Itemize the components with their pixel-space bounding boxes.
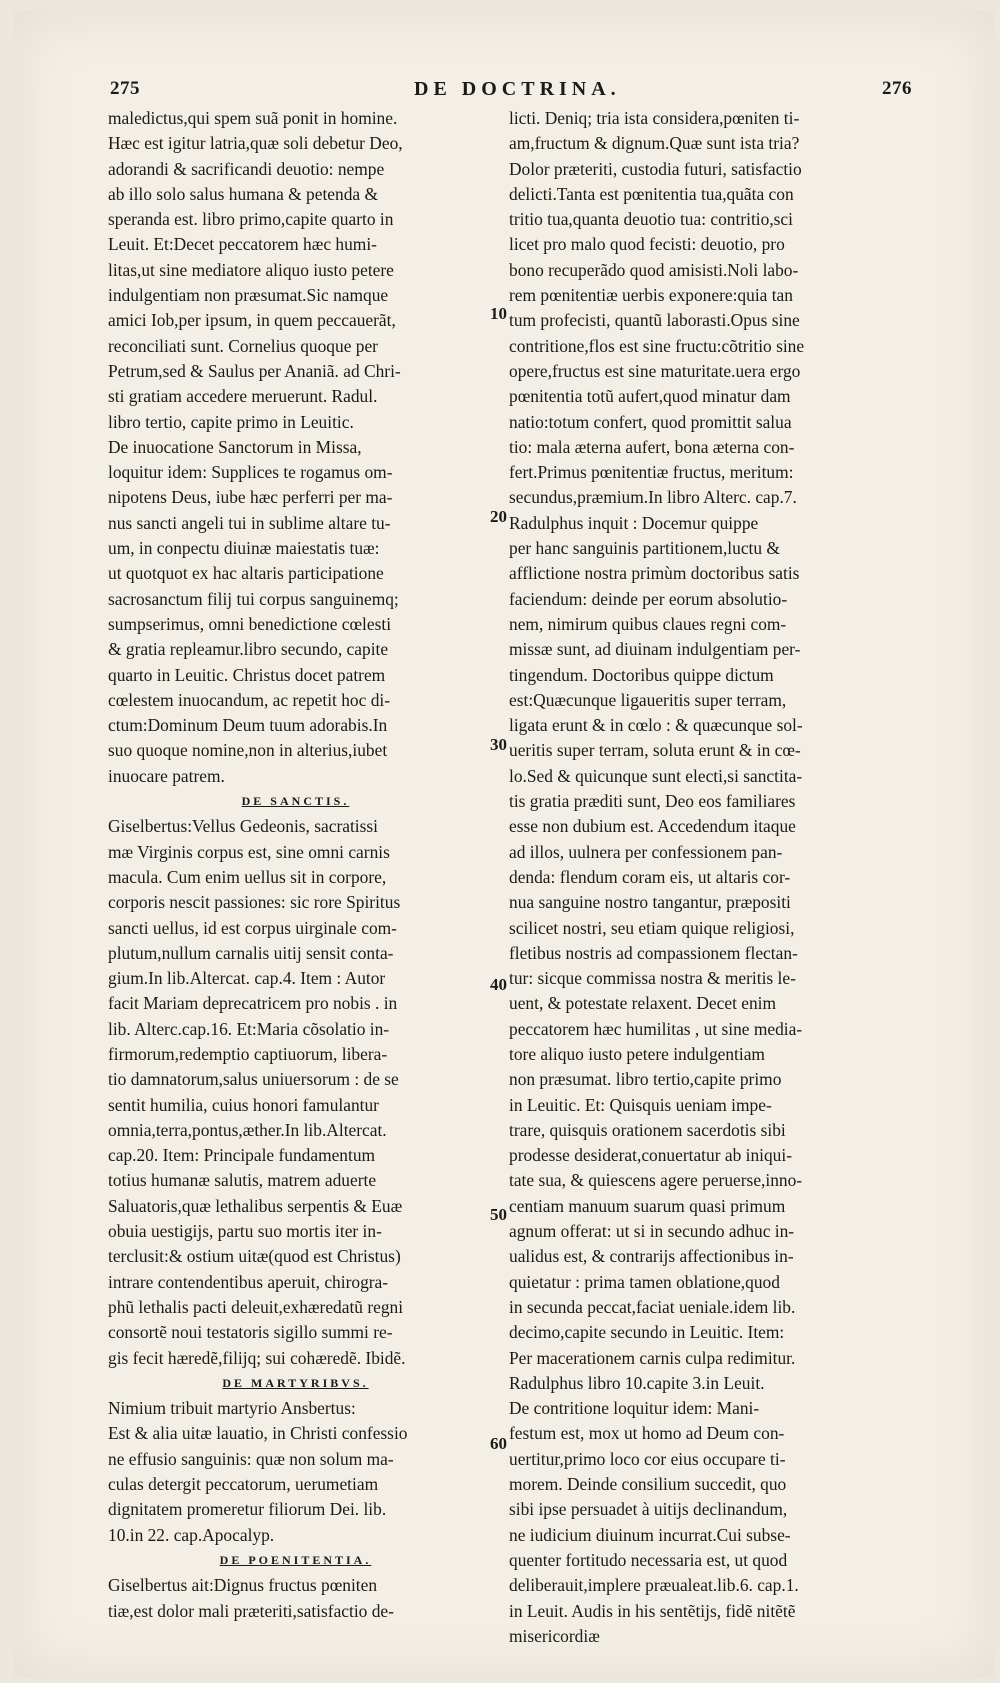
- text-line: licti. Deniq; tria ista considera,pœniten ti-: [509, 108, 800, 128]
- text-line: facit Mariam deprecatricem pro nobis . in: [108, 993, 398, 1014]
- text-line: libro tertio, capite primo in Leuitic.: [108, 411, 354, 432]
- text-line: lib. Alterc.cap.16. Et:Maria cõsolatio in-: [108, 1018, 390, 1039]
- text-line: suo quoque nomine,non in alterius,iubet: [108, 740, 388, 761]
- text-line: mæ Virginis corpus est, sine omni carnis: [108, 841, 390, 862]
- text-line: contritione,flos est sine fructu:cõtritio sine: [509, 335, 805, 356]
- text-line: rem pœnitentiæ uerbis exponere:quia tan: [509, 285, 793, 306]
- text-line: ab illo solo salus humana & petenda &: [108, 183, 378, 204]
- text-line: ualidus est, & contrarijs affectionibus in-: [509, 1246, 794, 1267]
- text-line: dignitatem promeretur filiorum Dei. lib.: [108, 1499, 387, 1520]
- text-line: uent, & potestate relaxent. Decet enim: [509, 993, 777, 1014]
- text-line: misericordiæ: [509, 1625, 600, 1646]
- section-heading: DE POENITENTIA.: [219, 1552, 372, 1567]
- text-line: missæ sunt, ad diuinam indulgentiam per-: [509, 639, 801, 660]
- text-line: intrare contendentibus aperuit, chirogra-: [108, 1271, 389, 1292]
- text-line: sti gratiam accedere meruerunt. Radul.: [108, 386, 378, 407]
- text-line: am,fructum & dignum.Quæ sunt ista tria?: [509, 133, 800, 154]
- text-line: cap.20. Item: Principale fundamentum: [108, 1145, 376, 1166]
- text-line: macula. Cum enim uellus sit in corpore,: [108, 866, 387, 887]
- text-line: firmorum,redemptio captiuorum, libera-: [108, 1043, 388, 1064]
- text-line: ne effusio sanguinis: quæ non solum ma-: [108, 1448, 394, 1469]
- text-line: esse non dubium est. Accedendum itaque: [509, 816, 796, 837]
- line-number: 60: [490, 1434, 507, 1453]
- text-line: non præsumat. libro tertio,capite primo: [509, 1069, 782, 1090]
- line-number: 30: [490, 735, 507, 754]
- text-line: 10.in 22. cap.Apocalyp.: [108, 1524, 275, 1545]
- text-line: indulgentiam non præsumat.Sic namque: [108, 285, 389, 306]
- text-line: natio:totum confert, quod promittit salua: [509, 411, 792, 432]
- text-line: peccatorem hæc humilitas , ut sine media-: [509, 1018, 803, 1039]
- text-line: De contritione loquitur idem: Mani-: [509, 1398, 760, 1419]
- text-line: sacrosanctum filij tui corpus sanguinemq;: [108, 588, 399, 609]
- text-line: Giselbertus ait:Dignus fructus pœniten: [108, 1575, 378, 1596]
- text-line: sibi ipse persuadet à uitijs declinandum,: [509, 1499, 788, 1520]
- text-line: Hæc est igitur latria,quæ soli debetur Deo,: [108, 133, 403, 154]
- text-line: est:Quæcunque ligaueritis super terram,: [509, 689, 787, 710]
- text-line: Nimium tribuit martyrio Ansbertus:: [108, 1398, 356, 1419]
- text-line: tate sua, & quiescens agere peruerse,inno-: [509, 1170, 803, 1191]
- text-line: nem, nimirum quibus claues regni com-: [509, 613, 787, 634]
- text-line: plutum,nullum carnalis uitij sensit conta-: [108, 942, 394, 963]
- text-line: ne iudicium diuinum incurrat.Cui subse-: [509, 1524, 791, 1545]
- text-line: Radulphus inquit : Docemur quippe: [509, 512, 759, 533]
- text-line: obuia uestigijs, partu suo mortis iter in-: [108, 1221, 382, 1242]
- text-line: nipotens Deus, iube hæc perferri per ma-: [108, 487, 393, 508]
- text-line: tum profecisti, quantũ laborasti.Opus sine: [509, 310, 800, 331]
- text-line: bono recuperãdo quod amisisti.Noli labo-: [509, 259, 799, 280]
- text-line: corporis nescit passiones: sic rore Spiritus: [108, 892, 401, 913]
- text-line: trare, quisquis orationem sacerdotis sibi: [509, 1119, 786, 1140]
- left-column: [108, 106, 483, 1624]
- text-line: morem. Deinde consilium succedit, quo: [509, 1474, 787, 1495]
- text-line: speranda est. libro primo,capite quarto in: [108, 209, 394, 230]
- text-line: ad illos, uulnera per confessionem pan-: [509, 841, 783, 862]
- text-line: gis fecit hæredẽ,filijq; sui cohæredẽ. Ibidẽ.: [108, 1347, 406, 1368]
- text-line: nus sancti angeli tui in sublime altare tu-: [108, 512, 391, 533]
- text-line: Saluatoris,quæ lethalibus serpentis & Euæ: [108, 1195, 403, 1216]
- text-line: gium.In lib.Altercat. cap.4. Item : Autor: [108, 968, 386, 989]
- text-line: reconciliati sunt. Cornelius quoque per: [108, 335, 378, 356]
- text-line: sumpserimus, omni benedictione cœlesti: [108, 613, 392, 634]
- running-title: DE DOCTRINA.: [414, 78, 621, 100]
- text-line: tio: mala æterna aufert, bona æterna con-: [509, 436, 795, 457]
- text-line: De inuocatione Sanctorum in Missa,: [108, 436, 362, 457]
- book-page: [14, 10, 994, 1678]
- text-line: Per macerationem carnis culpa redimitur.: [509, 1347, 796, 1368]
- text-line: quarto in Leuitic. Christus docet patrem: [108, 664, 386, 685]
- section-heading: DE SANCTIS.: [241, 794, 350, 809]
- text-line: culas detergit peccatorum, uerumetiam: [108, 1474, 379, 1495]
- text-line: totius humanæ salutis, matrem aduerte: [108, 1170, 377, 1191]
- text-line: centiam manuum suarum quasi primum: [509, 1195, 786, 1216]
- text-line: & gratia repleamur.libro secundo, capite: [108, 639, 389, 660]
- text-line: in secunda peccat,faciat ueniale.idem lib.: [509, 1296, 796, 1317]
- text-line: tur: sicque commissa nostra & meritis le-: [509, 968, 796, 989]
- page-number-right: 276: [882, 78, 912, 99]
- text-line: fletibus nostris ad compassionem flectan-: [509, 942, 798, 963]
- text-line: maledictus,qui spem suã ponit in homine.: [108, 108, 398, 128]
- text-line: ligata erunt & in cœlo : & quæcunque sol-: [509, 715, 803, 736]
- text-line: quietatur : prima tamen oblatione,quod: [509, 1271, 780, 1292]
- text-line: tiæ,est dolor mali præteriti,satisfactio de-: [108, 1600, 394, 1621]
- text-line: inuocare patrem.: [108, 765, 225, 786]
- text-line: tio damnatorum,salus uniuersorum : de se: [108, 1069, 399, 1090]
- text-line: denda: flendum coram eis, ut altaris cor-: [509, 866, 791, 887]
- text-line: loquitur idem: Supplices te rogamus om-: [108, 462, 393, 483]
- text-line: decimo,capite secundo in Leuitic. Item:: [509, 1322, 785, 1343]
- text-line: tritio tua,quanta deuotio tua: contritio,sci: [509, 209, 793, 230]
- text-line: Radulphus libro 10.capite 3.in Leuit.: [509, 1372, 765, 1393]
- text-line: afflictione nostra primùm doctoribus satis: [509, 563, 800, 584]
- text-line: um, in conpectu diuinæ maiestatis tuæ:: [108, 538, 380, 559]
- text-line: ctum:Dominum Deum tuum adorabis.In: [108, 715, 388, 736]
- page-number-left: 275: [110, 78, 140, 99]
- line-number: 40: [490, 975, 507, 994]
- text-line: secundus,præmium.In libro Alterc. cap.7.: [509, 487, 797, 508]
- text-line: agnum offerat: ut si in secundo adhuc in-: [509, 1221, 795, 1242]
- text-line: lo.Sed & quicunque sunt electi,si sanctita-: [509, 765, 803, 786]
- line-number: 50: [490, 1205, 507, 1224]
- text-line: phũ lethalis pacti deleuit,exhæredatũ regni: [108, 1296, 404, 1317]
- section-heading: DE MARTYRIBVS.: [222, 1375, 369, 1390]
- text-line: festum est, mox ut homo ad Deum con-: [509, 1423, 785, 1444]
- text-line: in Leuit. Audis in his sentẽtijs, fidẽ nitẽtẽ: [509, 1600, 796, 1621]
- text-line: sentit humilia, cuius honori famulantur: [108, 1094, 379, 1115]
- text-line: licet pro malo quod fecisti: deuotio, pro: [509, 234, 785, 255]
- text-line: quenter fortitudo necessaria est, ut quod: [509, 1549, 788, 1570]
- text-line: fert.Primus pœnitentiæ fructus, meritum:: [509, 462, 794, 483]
- text-line: pœnitentia totũ aufert,quod minatur dam: [509, 386, 791, 407]
- text-line: deliberauit,implere præualeat.lib.6. cap.1.: [509, 1575, 799, 1596]
- text-line: tingendum. Doctoribus quippe dictum: [509, 664, 774, 685]
- text-line: Petrum,sed & Saulus per Ananiã. ad Chri-: [108, 360, 401, 381]
- line-number: 10: [490, 304, 507, 323]
- text-line: cœlestem inuocandum, ac repetit hoc di-: [108, 689, 391, 710]
- text-line: amici Iob,per ipsum, in quem peccauerãt,: [108, 310, 396, 331]
- line-number: 20: [490, 507, 507, 526]
- text-line: Est & alia uitæ lauatio, in Christi confessio: [108, 1423, 408, 1444]
- text-line: per hanc sanguinis partitionem,luctu &: [509, 538, 780, 559]
- text-line: faciendum: deinde per eorum absolutio-: [509, 588, 788, 609]
- text-line: adorandi & sacrificandi deuotio: nempe: [108, 158, 385, 179]
- text-line: consortẽ noui testatoris sigillo summi re-: [108, 1322, 393, 1343]
- text-line: ueritis super terram, soluta erunt & in cœ-: [509, 740, 801, 761]
- text-line: litas,ut sine mediatore aliquo iusto petere: [108, 259, 394, 280]
- text-line: Dolor præteriti, custodia futuri, satisfactio: [509, 158, 802, 179]
- text-line: Giselbertus:Vellus Gedeonis, sacratissi: [108, 816, 378, 837]
- text-line: Leuit. Et:Decet peccatorem hæc humi-: [108, 234, 377, 255]
- text-line: sancti uellus, id est corpus uirginale com-: [108, 917, 397, 938]
- text-line: opere,fructus est sine maturitate.uera ergo: [509, 360, 801, 381]
- text-line: in Leuitic. Et: Quisquis ueniam impe-: [509, 1094, 772, 1115]
- text-line: terclusit:& ostium uitæ(quod est Christus): [108, 1246, 401, 1267]
- text-line: scilicet nostri, seu etiam quique religiosi,: [509, 917, 795, 938]
- text-line: omnia,terra,pontus,æther.In lib.Altercat.: [108, 1119, 387, 1140]
- text-line: tis gratia præditi sunt, Deo eos familiares: [509, 791, 796, 812]
- text-line: delicti.Tanta est pœnitentia tua,quãta con: [509, 183, 794, 204]
- text-line: ut quotquot ex hac altaris participatione: [108, 563, 384, 584]
- text-line: uertitur,primo loco cor eius occupare ti-: [509, 1448, 786, 1469]
- text-line: tore aliquo iusto petere indulgentiam: [509, 1043, 765, 1064]
- text-line: nua sanguine nostro tangantur, præpositi: [509, 892, 791, 913]
- right-column: [509, 106, 885, 1649]
- text-line: prodesse desiderat,conuertatur ab iniqui-: [509, 1145, 792, 1166]
